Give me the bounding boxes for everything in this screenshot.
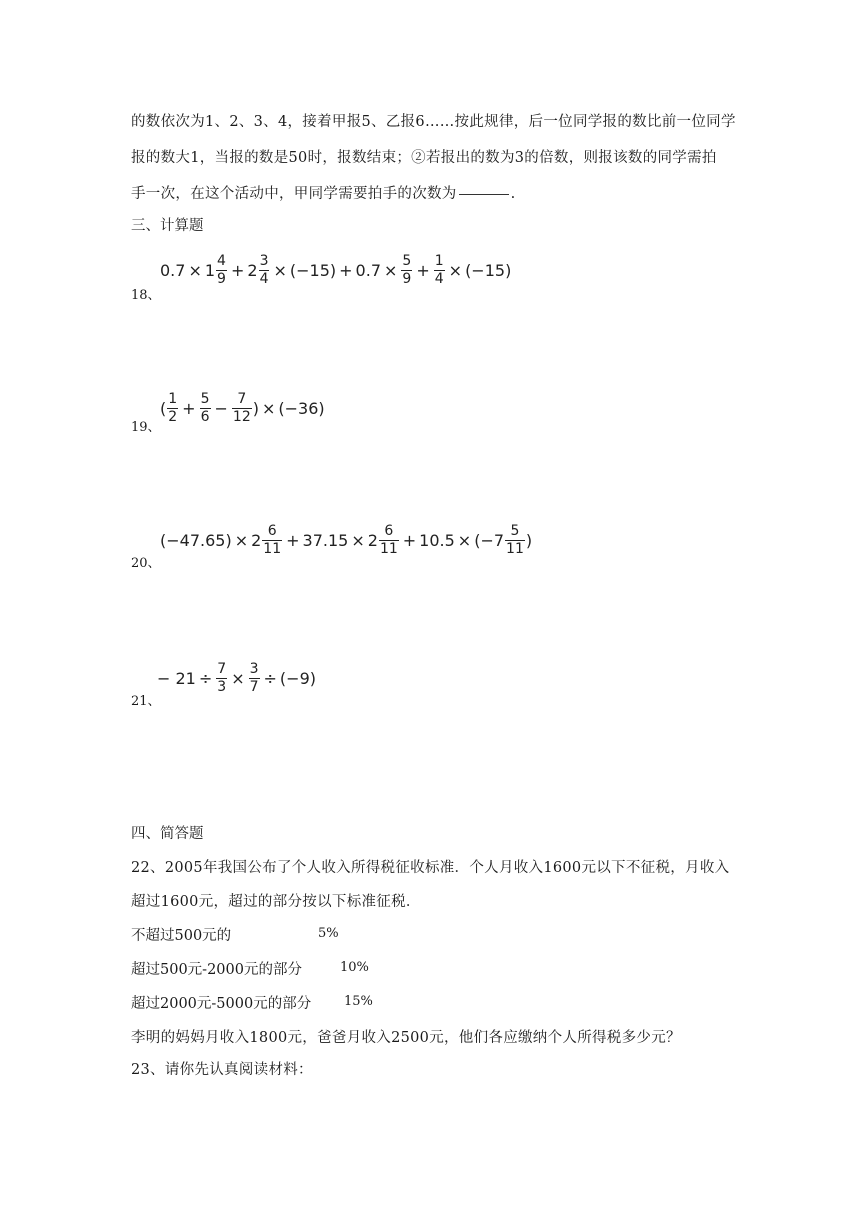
q19-op: + xyxy=(182,399,196,418)
q18-frac-3-4: $\frac{3}{4}$ xyxy=(259,253,269,287)
q20-num: 10.5 xyxy=(419,531,455,550)
q19-paren: ) xyxy=(252,399,259,418)
q20-label: 20、 xyxy=(131,556,161,571)
q18-label: 18、 xyxy=(131,288,161,303)
q18-frac-1-4: $\frac{1}{4}$ xyxy=(434,253,444,287)
tax-row-label: 超过500元-2000元的部分 xyxy=(131,962,302,978)
q20-paren: (− xyxy=(474,531,494,550)
q20-op: + xyxy=(402,531,417,550)
q20-whole: 7 xyxy=(493,531,505,550)
q21-expression xyxy=(157,662,316,695)
q19-op: − xyxy=(214,399,228,418)
section-4-title: 四、简答题 xyxy=(131,826,204,842)
q18-num: 0.7 xyxy=(160,261,186,280)
q18-op: × xyxy=(384,261,398,280)
q19-frac-1-2: $\frac{1}{2}$ xyxy=(168,391,178,425)
q22-line-2: 超过1600元，超过的部分按以下标准征税． xyxy=(131,894,421,910)
q18-frac-4-9: $\frac{4}{9}$ xyxy=(217,253,226,287)
q19-paren: ( xyxy=(160,399,167,418)
q20-whole: 2 xyxy=(251,531,262,550)
q19-frac-5-6: $\frac{5}{6}$ xyxy=(200,391,210,425)
q22-question: 李明的妈妈月收入1800元，爸爸月收入2500元，他们各应缴纳个人所得税多少元？ xyxy=(131,1030,681,1046)
intro-line-3-end: . xyxy=(510,186,516,202)
intro-line-1: 的数依次为1、2、3、4，接着甲报5、乙报6……按此规律，后一位同学报的数比前一位同学 xyxy=(131,114,736,130)
q19-op: × xyxy=(261,399,276,418)
q18-op: × xyxy=(273,261,287,280)
q20-num: 37.15 xyxy=(302,531,349,550)
q18-op: + xyxy=(230,261,245,280)
intro-line-3 xyxy=(131,182,516,203)
q20-num: (−47.65) xyxy=(160,531,232,550)
q20-op: × xyxy=(457,531,472,550)
q19-frac-7-12: $\frac{7}{12}$ xyxy=(232,391,251,425)
q18-num: (−15) xyxy=(289,261,337,280)
q21-op: ÷ xyxy=(263,669,277,688)
q20-frac-6-11: $\frac{6}{11}$ xyxy=(379,523,398,557)
q20-op: × xyxy=(351,531,365,550)
q20-frac-5-11: $\frac{5}{11}$ xyxy=(506,523,524,557)
q20-expression xyxy=(160,524,532,557)
q20-op: × xyxy=(234,531,249,550)
q21-op: × xyxy=(231,669,245,688)
q21-num: − 21 xyxy=(157,669,196,688)
q18-op: × xyxy=(448,261,463,280)
q18-whole: 2 xyxy=(247,261,258,280)
intro-line-2: 报的数大1，当报的数是50时，报数结束；②若报出的数为3的倍数，则报该数的同学需拍 xyxy=(131,150,717,166)
tax-row-label: 超过2000元-5000元的部分 xyxy=(131,996,312,1012)
q20-frac-6-11: $\frac{6}{11}$ xyxy=(263,523,282,557)
tax-row-label: 不超过500元的 xyxy=(131,928,232,944)
intro-line-3-text: 手一次，在这个活动中，甲同学需要拍手的次数为 xyxy=(131,186,457,202)
q18-num: 0.7 xyxy=(355,261,381,280)
q20-paren: ) xyxy=(525,531,533,550)
q18-op: × xyxy=(188,261,202,280)
tax-row-rate: 5% xyxy=(318,926,339,941)
q18-op: + xyxy=(416,261,430,280)
q20-whole: 2 xyxy=(367,531,378,550)
answer-blank xyxy=(459,194,509,195)
tax-row-rate: 10% xyxy=(340,960,369,975)
q18-op: + xyxy=(339,261,353,280)
q23-line-1: 23、请你先认真阅读材料： xyxy=(131,1062,313,1078)
q19-expression xyxy=(160,392,325,425)
q19-label: 19、 xyxy=(131,420,161,435)
q19-num: (−36) xyxy=(278,399,325,418)
q21-op: ÷ xyxy=(198,669,213,688)
section-3-title: 三、计算题 xyxy=(131,218,204,234)
q20-op: + xyxy=(286,531,300,550)
q21-label: 21、 xyxy=(131,694,161,709)
q18-whole: 1 xyxy=(204,261,216,280)
q18-num: (−15) xyxy=(465,261,512,280)
q21-num: (−9) xyxy=(279,669,316,688)
q21-frac-3-7: $\frac{3}{7}$ xyxy=(249,661,259,695)
q21-frac-7-3: $\frac{7}{3}$ xyxy=(217,661,227,695)
q18-expression xyxy=(160,254,511,287)
q22-line-1: 22、2005年我国公布了个人收入所得税征收标准．个人月收入1600元以下不征税，月收入 xyxy=(131,860,730,876)
q18-frac-5-9: $\frac{5}{9}$ xyxy=(402,253,412,287)
tax-row-rate: 15% xyxy=(344,994,373,1009)
